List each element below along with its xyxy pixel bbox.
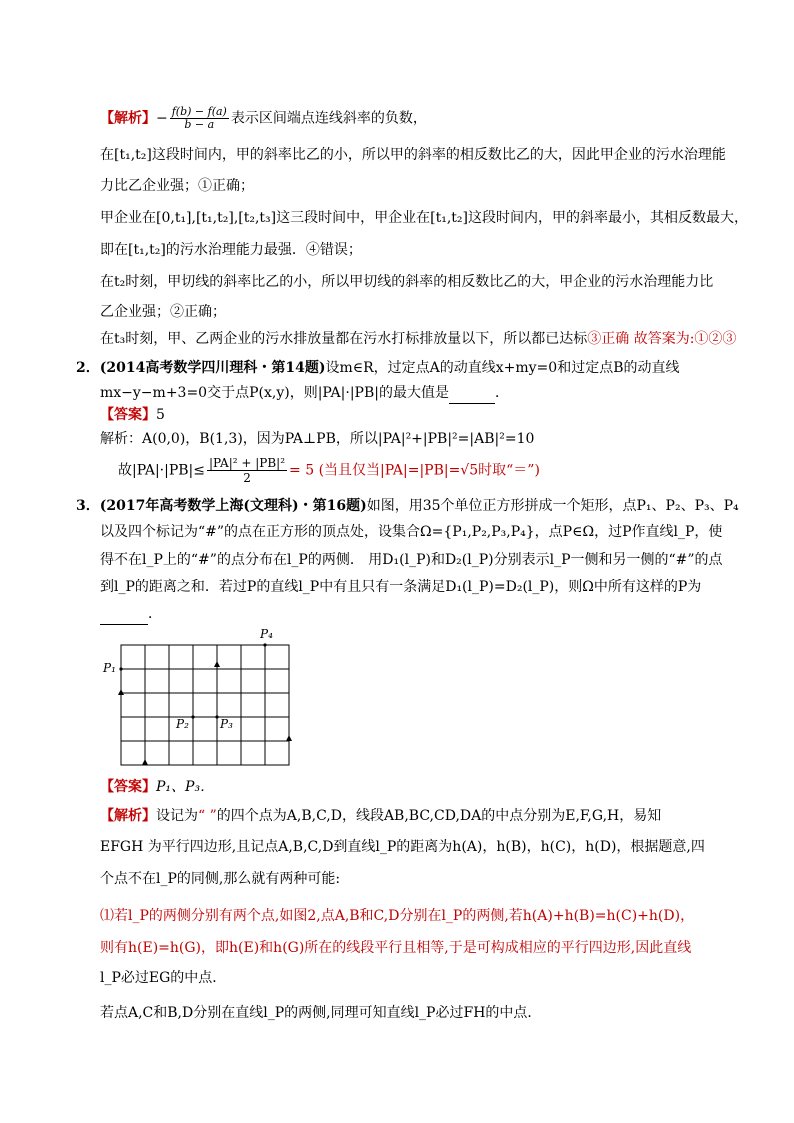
analysis1-line7: 乙企业强；②正确； [100, 304, 226, 320]
slope-fraction: $\frac{f(b) - f(a)}{b - a}$ [171, 105, 227, 131]
q3-line3: 得不在l_P上的“#”的点分布在l_P的两侧． 用D₁(l_P)和D₂(l_P)分别表示l_P一侧和另一侧的“#”的点 [100, 552, 723, 568]
q2-solution1: 解析：A(0,0)，B(1,3)，因为PA⊥PB，所以|PA|²+|PB|²=|AB|²=10 [100, 431, 535, 447]
q3-analysis-line1: 【解析】设记为“ ”的四个点为A,B,C,D，线段AB,BC,CD,DA的中点分别为E,F,G,H，易知 [100, 808, 662, 824]
q2-number: 2． [76, 360, 100, 376]
q3-analysis-line3: 个点不在l_P的同侧,那么就有两种可能: [100, 871, 341, 887]
mean-fraction: $\frac{\text{|PA|² + |PB|²}}{2}$ [209, 456, 286, 485]
hash-mark [142, 759, 148, 765]
analysis1-line5: 即在[t₁,t₂]的污水治理能力最强．④错误； [100, 242, 362, 258]
q3-analysis-line2: EFGH 为平行四边形,且记点A,B,C,D到直线l_P的距离为h(A)，h(B)，h(C)，h(D)，根据题意,四 [100, 839, 705, 855]
q2-source: (2014高考数学四川理科・第14题) [99, 360, 326, 376]
point-p3 [215, 715, 218, 718]
hash-mark [214, 661, 220, 667]
q3-line5: ． [100, 604, 162, 625]
point-p1 [119, 667, 122, 670]
q2-line1: 2．(2014高考数学四川理科・第14题)设m∈R，过定点A的动直线x+my=0和过定点B的动直线 [76, 360, 680, 376]
label-p2: P₂ [176, 717, 189, 731]
answer-blank [449, 383, 495, 404]
label-p4: P₄ [260, 627, 273, 641]
label-p3: P₃ [220, 717, 233, 731]
q3-line4: 到l_P的距离之和．若过P的直线l_P中有且只有一条满足D₁(l_P)=D₂(l_P)，则Ω中所有这样的P为 [100, 579, 702, 595]
analysis1-line8: 在t₃时刻，甲、乙两企业的污水排放量都在污水打标排放量以下，所以都已达标③正确 故答案为:①②③ [100, 331, 737, 347]
q3-answer: 【答案】P₁、P₃． [100, 779, 215, 795]
grid-figure [96, 622, 306, 772]
hash-mark [286, 735, 292, 741]
label-p1: P₁ [103, 661, 116, 675]
q2-line2: mx−y−m+3=0交于点P(x,y)，则|PA|·|PB|的最大值是 ． [100, 383, 509, 404]
q3-analysis-line7: 若点A,C和B,D分别在直线l_P的两侧,同理可知直线l_P必过FH的中点． [100, 1005, 542, 1021]
point-p2 [191, 715, 194, 718]
q3-line1: 3．(2017年高考数学上海(文理科)・第16题)如图，用35个单位正方形拼成一个矩形，点P₁、P₂、P₃、P₄ [76, 498, 739, 514]
q3-line2: 以及四个标记为“#”的点在正方形的顶点处，设集合Ω={P₁,P₂,P₃,P₄}，点P∈Ω，过P作直线l_P，使 [100, 524, 723, 540]
analysis1-line6: 在t₂时刻，甲切线的斜率比乙的小，所以甲切线的斜率的相反数比乙的大，甲企业的污水治理能力比 [100, 274, 714, 290]
point-p4 [263, 643, 266, 646]
analysis1-line2: 在[t₁,t₂]这段时间内，甲的斜率比乙的小，所以甲的斜率的相反数比乙的大，因此甲企业的污水治理能 [100, 147, 726, 163]
q3-analysis-line6: l_P必过EG的中点． [100, 970, 227, 986]
q2-solution2: 故|PA|·|PB|≤ $\frac{\text{|PA|² + |PB|²}}{2}$ = 5 (当且仅当|PA|=|PB|=√5时取“＝”) [118, 456, 540, 485]
q3-analysis-line5: 则有h(E)=h(G)，即h(E)和h(G)所在的线段平行且相等,于是可构成相应的平行四边形,因此直线 [100, 940, 692, 956]
hash-mark [118, 689, 124, 695]
analysis1-line4: 甲企业在[0,t₁],[t₁,t₂],[t₂,t₃]这三段时间中，甲企业在[t₁,t₂]这段时间内，甲的斜率最小，其相反数最大， [100, 210, 748, 226]
q3-analysis-line4: ⑴若l_P的两侧分别有两个点,如图2,点A,B和C,D分别在l_P的两侧,若h(A)+h(B)=h(C)+h(D)， [100, 908, 695, 924]
analysis-label: 【解析】 [100, 110, 156, 127]
analysis1-line1: 【解析】− $\frac{f(b) - f(a)}{b - a}$ 表示区间端点连线斜率的负数， [100, 105, 427, 131]
analysis1-line3: 力比乙企业强；①正确； [100, 178, 254, 194]
q2-answer: 【答案】5 [100, 407, 165, 423]
